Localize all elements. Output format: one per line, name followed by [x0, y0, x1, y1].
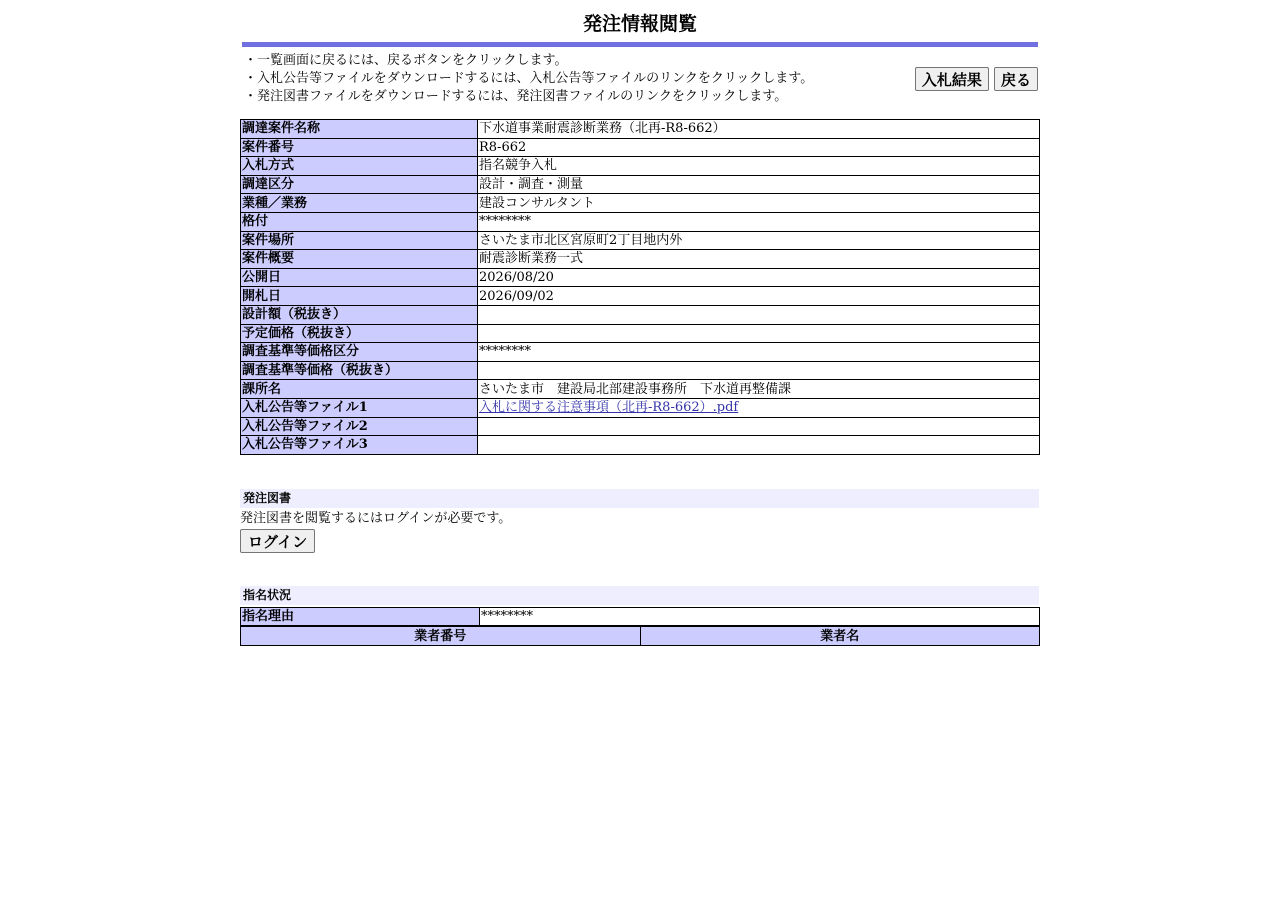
detail-value: 指名競争入札 [478, 157, 1040, 176]
header-row [240, 47, 1040, 119]
table-row [241, 380, 1040, 399]
table-row [241, 268, 1040, 287]
detail-value: 2026/09/02 [478, 287, 1040, 306]
detail-label: 案件場所 [241, 231, 478, 250]
table-row [241, 157, 1040, 176]
detail-value: ******** [478, 212, 1040, 231]
detail-value: さいたま市 建設局北部建設事務所 下水道再整備課 [478, 380, 1040, 399]
vendor-table [240, 626, 1040, 646]
nomination-reason-table [240, 607, 1040, 627]
detail-value: R8-662 [478, 138, 1040, 157]
order-docs-heading: 発注図書 [240, 489, 1039, 508]
table-row [241, 417, 1040, 436]
detail-label: 入札方式 [241, 157, 478, 176]
table-row [241, 120, 1040, 139]
bid-result-button[interactable]: 入札結果 [915, 67, 989, 91]
vendor-number-header: 業者番号 [241, 627, 641, 646]
detail-label: 調査基準等価格区分 [241, 343, 478, 362]
detail-label: 予定価格（税抜き） [241, 324, 478, 343]
nomination-heading: 指名状況 [240, 586, 1039, 605]
page-container [240, 0, 1040, 646]
page-title: 発注情報閲覧 [582, 13, 697, 35]
instruction-line: ・発注図書ファイルをダウンロードするには、発注図書ファイルのリンクをクリックします。 [244, 89, 788, 104]
nomination-reason-label: 指名理由 [241, 607, 480, 626]
detail-value: 下水道事業耐震診断業務（北再-R8-662） [478, 120, 1040, 139]
table-row [241, 324, 1040, 343]
login-button[interactable]: ログイン [240, 529, 315, 553]
table-row [241, 343, 1040, 362]
table-row [241, 361, 1040, 380]
instruction-line: ・入札公告等ファイルをダウンロードするには、入札公告等ファイルのリンクをクリックします。 [244, 71, 814, 86]
table-row [241, 194, 1040, 213]
header-buttons [915, 67, 1038, 91]
detail-label: 調査基準等価格（税抜き） [241, 361, 478, 380]
table-row [241, 398, 1040, 417]
detail-label: 開札日 [241, 287, 478, 306]
detail-table [240, 119, 1040, 455]
instructions [244, 52, 813, 106]
detail-value [478, 324, 1040, 343]
nomination-reason-value: ******** [480, 607, 1040, 626]
detail-value: さいたま市北区宮原町2丁目地内外 [478, 231, 1040, 250]
detail-value [478, 305, 1040, 324]
back-button[interactable]: 戻る [994, 67, 1038, 91]
detail-value [478, 436, 1040, 455]
vendor-name-header: 業者名 [640, 627, 1040, 646]
table-row [241, 212, 1040, 231]
detail-value [478, 417, 1040, 436]
login-required-message: 発注図書を閲覧するにはログインが必要です。 [240, 510, 512, 526]
table-row [241, 175, 1040, 194]
notice-file-link[interactable]: 入札に関する注意事項（北再-R8-662）.pdf [479, 400, 739, 416]
detail-label: 入札公告等ファイル2 [241, 417, 478, 436]
table-row [241, 436, 1040, 455]
detail-label: 公開日 [241, 268, 478, 287]
table-row [241, 305, 1040, 324]
detail-value: 設計・調査・測量 [478, 175, 1040, 194]
detail-value: ******** [478, 343, 1040, 362]
detail-label: 業種／業務 [241, 194, 478, 213]
detail-label: 入札公告等ファイル1 [241, 398, 478, 417]
detail-value: 建設コンサルタント [478, 194, 1040, 213]
detail-value [478, 398, 1040, 417]
table-row [241, 138, 1040, 157]
instruction-line: ・一覧画面に戻るには、戻るボタンをクリックします。 [244, 53, 568, 68]
detail-label: 課所名 [241, 380, 478, 399]
table-row [241, 231, 1040, 250]
table-row [241, 250, 1040, 269]
detail-label: 設計額（税抜き） [241, 305, 478, 324]
detail-label: 案件概要 [241, 250, 478, 269]
table-row [241, 607, 1040, 626]
detail-label: 調達案件名称 [241, 120, 478, 139]
detail-label: 調達区分 [241, 175, 478, 194]
detail-label: 入札公告等ファイル3 [241, 436, 478, 455]
detail-value: 2026/08/20 [478, 268, 1040, 287]
detail-value [478, 361, 1040, 380]
detail-label: 格付 [241, 212, 478, 231]
detail-value: 耐震診断業務一式 [478, 250, 1040, 269]
detail-label: 案件番号 [241, 138, 478, 157]
table-header-row [241, 627, 1040, 646]
table-row [241, 287, 1040, 306]
